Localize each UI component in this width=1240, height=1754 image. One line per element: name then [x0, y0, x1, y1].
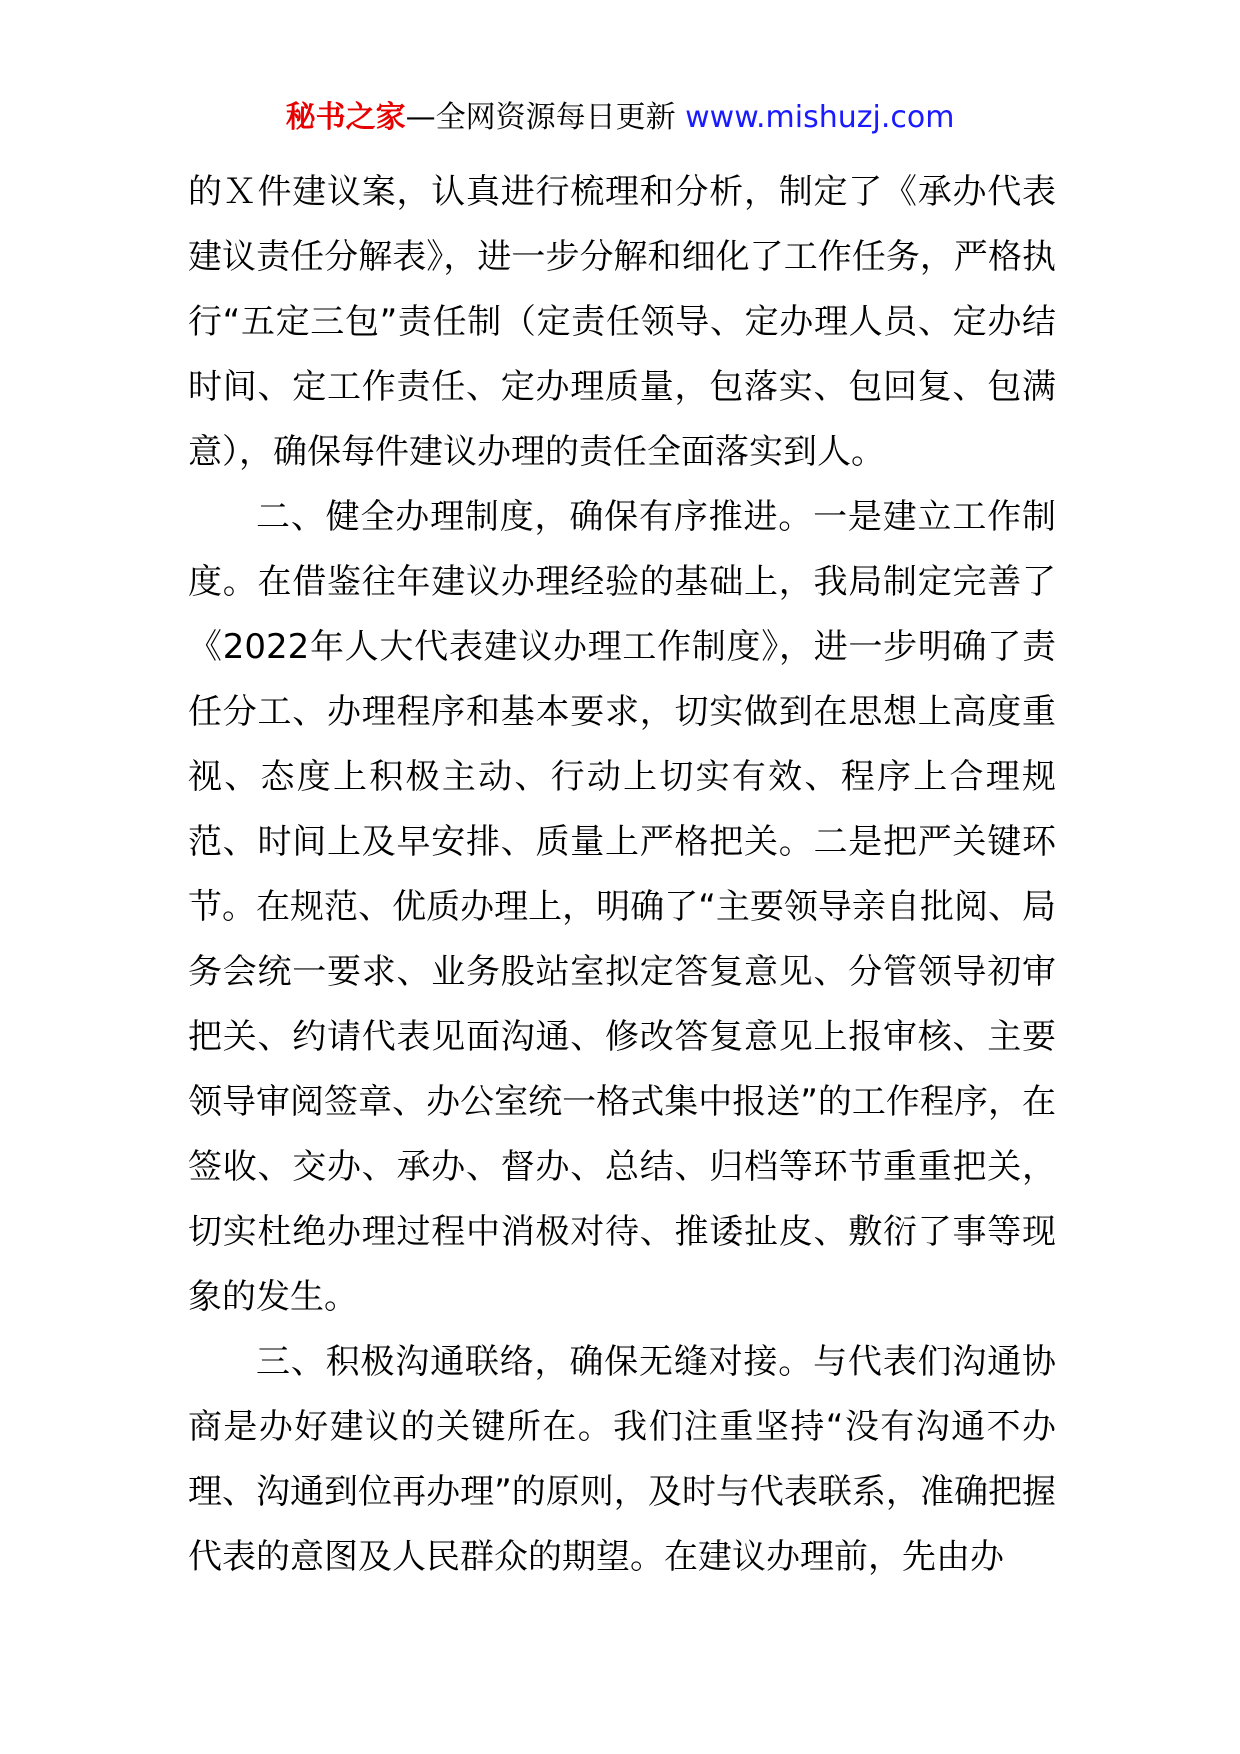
site-tagline: —全网资源每日更新 — [405, 100, 676, 135]
site-brand: 秘书之家 — [285, 100, 406, 135]
paragraph-continued: 的Ｘ件建议案，认真进行梳理和分析，制定了《承办代表建议责任分解表》，进一步分解和细化了工作任务，严格执行“五定三包”责任制（定责任领导、定办理人员、定办结时间、定工作责任、定办理质量，包落实、包回复、包满意），确保每件建议办理的责任全面落实到人。 — [188, 172, 1056, 472]
paragraph-section-two: 二、健全办理制度，确保有序推进。一是建立工作制度。在借鉴往年建议办理经验的基础上，我局制定完善了《2022年人大代表建议办理工作制度》，进一步明确了责任分工、办理程序和基本要求，切实做到在思想上高度重视、态度上积极主动、行动上切实有效、程序上合理规范、时间上及早安排、质量上严格把关。二是把严关键环节。在规范、优质办理上，明确了“主要领导亲自批阅、局务会统一要求、业务股站室拟定答复意见、分管领导初审把关、约请代表见面沟通、修改答复意见上报审核、主要领导审阅签章、办公室统一格式集中报送”的工作程序，在签收、交办、承办、督办、总结、归档等环节重重把关，切实杜绝办理过程中消极对待、推诿扯皮、敷衍了事等现象的发生。 — [188, 497, 1056, 1317]
page-header — [0, 98, 1240, 138]
paragraph-section-three: 三、积极沟通联络，确保无缝对接。与代表们沟通协商是办好建议的关键所在。我们注重坚持“没有沟通不办理、沟通到位再办理”的原则，及时与代表联系，准确把握代表的意图及人民群众的期望。在建议办理前，先由办 — [188, 1342, 1056, 1577]
document-body — [188, 160, 1056, 1590]
site-url-link[interactable]: www.mishuzj.com — [685, 100, 955, 135]
